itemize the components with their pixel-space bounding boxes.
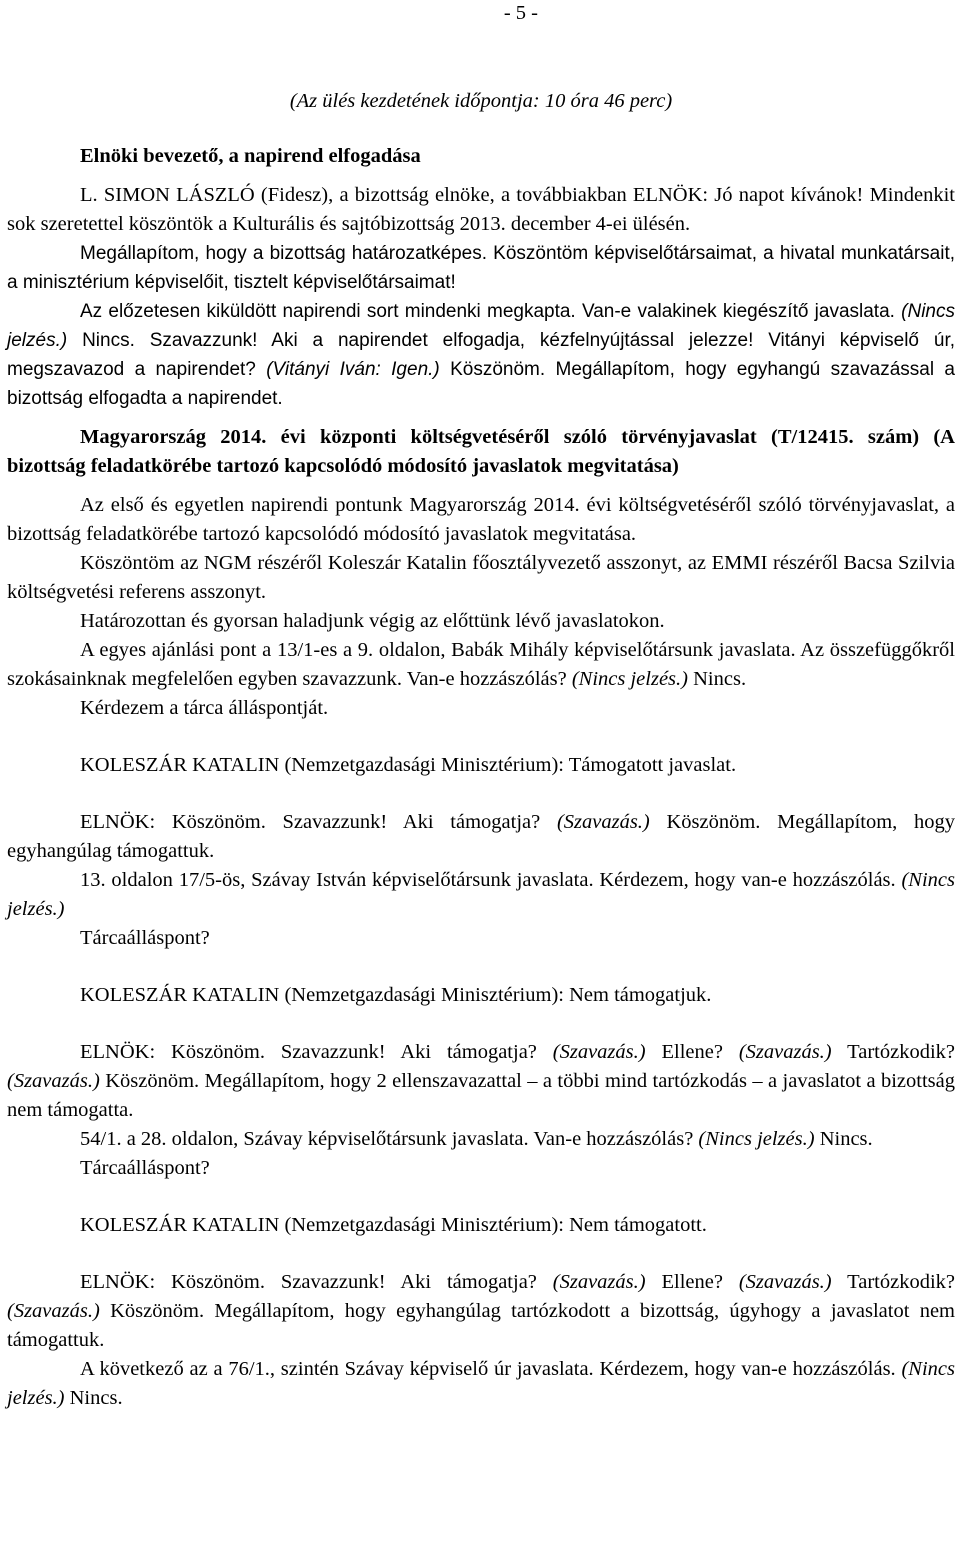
paragraph-text: Nincs. <box>814 1128 873 1150</box>
paragraph-text: Köszönöm. Megállapítom, hogy egyhangú szavazással a bizottság elfogadta a napirendet. <box>7 359 955 409</box>
paragraph-text: Nincs. <box>64 1387 123 1409</box>
paragraph-vote-3 <box>7 1268 955 1355</box>
paragraph-text: Köszönöm. Megállapítom, hogy egyhangúlag tartózkodott a bizottság, úgyhogy a javaslatot nem támogattuk. <box>7 1300 955 1351</box>
session-start-note: (Az ülés kezdetének időpontja: 10 óra 46 perc) <box>289 90 673 112</box>
stage-direction: (Nincs jelzés.) <box>7 301 955 351</box>
paragraph-ministry-question-1: Tárcaálláspont? <box>80 927 210 949</box>
paragraph-text: Jó napot kívánok! Mindenkit sok szeretettel köszöntök a Kulturális és sajtóbizottság 2013. december 4-ei ülésén. <box>7 184 955 235</box>
paragraph-text: Tartózkodik? <box>831 1041 955 1063</box>
paragraph-text: ELNÖK: Köszönöm. Szavazzunk! Aki támogatja? <box>80 811 557 833</box>
paragraph-quorum: Megállapítom, hogy a bizottság határozatképes. Köszöntöm képviselőtársaimat, a hivatal munkatársait, a minisztérium képviselőit, tisztelt képviselőtársaimat! <box>7 243 955 293</box>
paragraph-text: Köszönöm. Megállapítom, hogy 2 ellenszavazattal – a többi mind tartózkodás – a javaslatot a bizottság nem támogatta. <box>7 1070 955 1121</box>
paragraph-ask-ministry: Kérdezem a tárca álláspontját. <box>80 697 329 719</box>
stage-direction: (Szavazás.) <box>556 811 650 833</box>
stage-direction: (Nincs jelzés.) <box>698 1128 815 1150</box>
paragraph-ministry-response-3: KOLESZÁR KATALIN (Nemzetgazdasági Minisztérium): Nem támogatott. <box>80 1214 707 1236</box>
stage-direction: (Szavazás.) <box>552 1271 646 1293</box>
paragraph-text: ELNÖK: Köszönöm. Szavazzunk! Aki támogatja? <box>80 1041 553 1063</box>
paragraph-text: ELNÖK: Köszönöm. Szavazzunk! Aki támogatja? <box>80 1271 553 1293</box>
paragraph-greeting: Köszöntöm az NGM részéről Koleszár Katalin főosztályvezető asszonyt, az EMMI részéről Bacsa Szilvia költségvetési referens asszonyt. <box>7 552 955 603</box>
paragraph-text: Ellene? <box>645 1271 739 1293</box>
paragraph-text: Ellene? <box>645 1041 739 1063</box>
paragraph-text: 54/1. a 28. oldalon, Szávay képviselőtársunk javaslata. Van-e hozzászólás? <box>80 1128 699 1150</box>
page-number: - 5 - <box>503 2 538 24</box>
paragraph-ministry-response-2: KOLESZÁR KATALIN (Nemzetgazdasági Minisztérium): Nem támogatjuk. <box>80 984 712 1006</box>
paragraph-text: 13. oldalon 17/5-ös, Szávay István képviselőtársunk javaslata. Kérdezem, hogy van-e hozzászólás. <box>80 869 902 891</box>
paragraph-text: Nincs. <box>688 668 747 690</box>
paragraph-proposal-1 <box>7 636 955 694</box>
stage-direction: (Vitányi Iván: Igen.) <box>266 359 440 380</box>
paragraph-opening <box>7 181 955 239</box>
paragraph-proceed: Határozottan és gyorsan haladjunk végig az előttünk lévő javaslatokon. <box>80 610 665 632</box>
document-page <box>7 87 955 1413</box>
paragraph-vote-1 <box>7 808 955 866</box>
section-heading-budget: Magyarország 2014. évi központi költségvetéséről szóló törvényjavaslat (T/12415. szám) (A bizottság feladatkörébe tartozó kapcsolódó módosító javaslatok megvitatása) <box>7 426 955 477</box>
paragraph-proposal-2 <box>7 866 955 924</box>
speaker-name: L. SIMON LÁSZLÓ (Fidesz), a bizottság elnöke, a továbbiakban ELNÖK: <box>80 184 709 206</box>
stage-direction: (Szavazás.) <box>552 1041 646 1063</box>
paragraph-text: A egyes ajánlási pont a 13/1-es a 9. oldalon, Babák Mihály képviselőtársunk javaslata. Az összefüggőkről szokásainknak megfelelően egyben szavazzunk. Van-e hozzászólás? <box>7 639 955 690</box>
paragraph-text: A következő az a 76/1., szintén Szávay képviselő úr javaslata. Kérdezem, hogy van-e hozzászólás. <box>80 1358 902 1380</box>
stage-direction: (Szavazás.) <box>738 1041 832 1063</box>
paragraph-text: Tartózkodik? <box>831 1271 955 1293</box>
stage-direction: (Szavazás.) <box>7 1300 100 1322</box>
paragraph-text: Az előzetesen kiküldött napirendi sort mindenki megkapta. Van-e valakinek kiegészítő javaslata. <box>80 301 902 322</box>
paragraph-proposal-3 <box>7 1125 955 1154</box>
paragraph-ministry-question-2: Tárcaálláspont? <box>80 1157 210 1179</box>
stage-direction: (Nincs jelzés.) <box>571 668 688 690</box>
paragraph-proposal-4 <box>7 1355 955 1413</box>
paragraph-agenda <box>7 297 955 413</box>
stage-direction: (Szavazás.) <box>7 1070 100 1092</box>
paragraph-vote-2 <box>7 1038 955 1125</box>
stage-direction: (Nincs jelzés.) <box>7 869 955 920</box>
paragraph-agenda-point: Az első és egyetlen napirendi pontunk Magyarország 2014. évi költségvetéséről szóló törvényjavaslat, a bizottság feladatkörébe tartozó kapcsolódó módosító javaslatok megvitatása. <box>7 494 955 545</box>
stage-direction: (Nincs jelzés.) <box>7 1358 955 1409</box>
paragraph-ministry-response-1: KOLESZÁR KATALIN (Nemzetgazdasági Minisztérium): Támogatott javaslat. <box>80 754 737 776</box>
stage-direction: (Szavazás.) <box>738 1271 832 1293</box>
paragraph-text: Köszönöm. Megállapítom, hogy egyhangúlag támogattuk. <box>7 811 955 862</box>
paragraph-text: Nincs. Szavazzunk! Aki a napirendet elfogadja, kézfelnyújtással jelezze! Vitányi képviselő úr, megszavazod a napirendet? <box>7 330 955 380</box>
section-heading-intro: Elnöki bevezető, a napirend elfogadása <box>80 145 421 167</box>
